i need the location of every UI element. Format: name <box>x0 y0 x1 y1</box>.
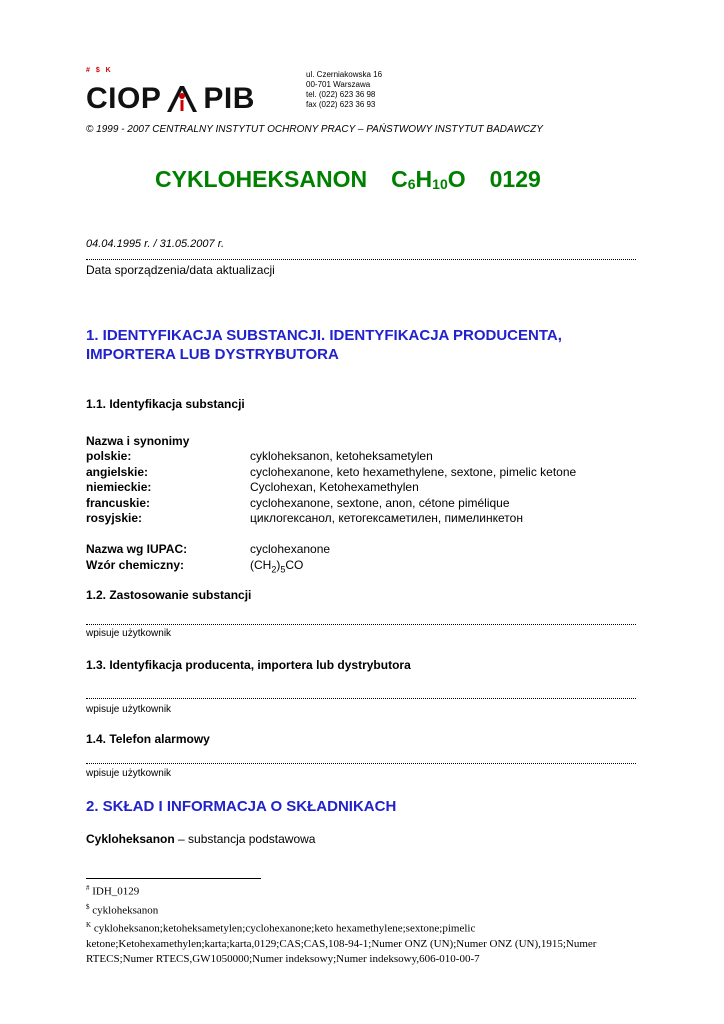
footnote-mark: $ <box>86 902 90 911</box>
formula-h-sub: 10 <box>432 176 448 192</box>
fill-in-line <box>86 624 636 626</box>
address-block <box>306 70 382 110</box>
ciop-pib-logo <box>86 82 255 116</box>
footnote-mark: # <box>86 884 90 892</box>
address-line: tel. (022) 623 36 98 <box>306 90 376 99</box>
iupac-label: Nazwa wg IUPAC: <box>86 542 188 556</box>
address-line: 00-701 Warszawa <box>306 80 371 89</box>
formula-c-sub: 6 <box>407 176 416 192</box>
user-fill-note: wpisuje użytkownik <box>86 704 172 715</box>
logo-text-left: CIOP <box>86 82 162 115</box>
dates-value: 04.04.1995 r. / 31.05.2007 r. <box>86 238 225 250</box>
synonym-label: francuskie: <box>86 495 151 510</box>
synonym-value: cyclohexanone, sextone, anon, cétone pimélique <box>250 495 510 510</box>
footnote-separator <box>86 878 261 879</box>
copyright-line: © 1999 - 2007 CENTRALNY INSTYTUT OCHRONY PRACY – PAŃSTWOWY INSTYTUT BADAWCZY <box>86 124 543 135</box>
logo-text-right: PIB <box>203 82 255 115</box>
section-1-heading-line2: IMPORTERA LUB DYSTRYBUTORA <box>86 346 339 363</box>
dates-caption: Data sporządzenia/data aktualizacji <box>86 263 275 277</box>
dotted-rule <box>86 259 636 261</box>
synonym-label: polskie: <box>86 449 132 463</box>
user-fill-note: wpisuje użytkownik <box>86 628 172 639</box>
footnote <box>86 918 646 967</box>
user-fill-note: wpisuje użytkownik <box>86 768 172 779</box>
address-line: ul. Czerniakowska 16 <box>306 70 383 79</box>
substance-line <box>86 832 315 846</box>
section-2-heading: 2. SKŁAD I INFORMACJA O SKŁADNIKACH <box>86 798 397 815</box>
subsection-1-2: 1.2. Zastosowanie substancji <box>86 588 252 602</box>
formula-part: CO <box>285 557 304 572</box>
footnotes <box>86 881 646 967</box>
formula-sub: 5 <box>280 563 286 574</box>
synonym-label: angielskie: <box>86 464 149 479</box>
subsection-1-4: 1.4. Telefon alarmowy <box>86 732 210 746</box>
document-title <box>155 166 541 193</box>
synonyms-header: Nazwa i synonimy <box>86 434 190 448</box>
footnote-text: IDH_0129 <box>89 885 140 898</box>
subsection-1-1: 1.1. Identyfikacja substancji <box>86 397 245 411</box>
formula-row <box>86 558 646 578</box>
formula-part: (CH <box>250 557 272 572</box>
synonym-value: циклогексанол, кетогексаметилен, пимелинкетон <box>250 511 523 525</box>
logo-figure-icon <box>165 84 199 114</box>
fill-in-line <box>86 763 636 765</box>
synonym-row <box>86 449 646 465</box>
footnote <box>86 881 646 900</box>
formula-label: Wzór chemiczny: <box>86 557 185 572</box>
subsection-1-3: 1.3. Identyfikacja producenta, importera lub dystrybutora <box>86 658 411 672</box>
address-line: fax (022) 623 36 93 <box>306 100 376 109</box>
iupac-row <box>86 542 646 558</box>
formula-value <box>250 558 646 578</box>
formula-part: ) <box>276 557 281 572</box>
footnote-text: cykloheksanon;ketoheksametylen;cyclohexanone;keto hexamethylene;sextone;pimelic ketone;Ketohexamethylen;karta;karta,0129;CAS;CAS,108-94-1;Numer ONZ (UN);Numer ONZ (UN),1915;Numer RTECS;Numer RTECS,GW1050000;Numer indeksowy;Numer indeksowy,606-010-00-7 <box>86 922 597 965</box>
synonym-row <box>86 465 646 481</box>
formula-o: O <box>447 166 466 192</box>
synonym-label: niemieckie: <box>86 480 152 494</box>
synonym-value: cyclohexanone, keto hexamethylene, sextone, pimelic ketone <box>250 464 577 479</box>
footnote-marks: # $ K <box>86 67 113 74</box>
fill-in-line <box>86 698 636 700</box>
footnote-mark: K <box>86 921 92 930</box>
synonym-row <box>86 496 646 512</box>
iupac-value: cyclohexanone <box>250 542 331 556</box>
substance-name-bold: Cykloheksanon <box>86 832 175 846</box>
section-1-heading <box>86 326 646 364</box>
synonym-value: Cyclohexan, Ketohexamethylen <box>250 480 419 494</box>
formula-h: H <box>415 166 433 192</box>
card-number: 0129 <box>489 166 541 192</box>
footnote-text: cykloheksanon <box>89 904 159 917</box>
formula-c: C <box>391 166 408 192</box>
formula-sub: 2 <box>271 563 277 574</box>
section-1-heading-line1: 1. IDENTYFIKACJA SUBSTANCJI. IDENTYFIKACJA PRODUCENTA, <box>86 327 562 344</box>
footnote <box>86 900 646 919</box>
synonym-row <box>86 480 646 496</box>
synonym-value: cykloheksanon, ketoheksametylen <box>250 449 433 463</box>
substance-description: – substancja podstawowa <box>174 832 316 846</box>
substance-name: CYKLOHEKSANON <box>155 166 368 192</box>
synonym-label: rosyjskie: <box>86 511 143 525</box>
synonym-row <box>86 511 646 527</box>
